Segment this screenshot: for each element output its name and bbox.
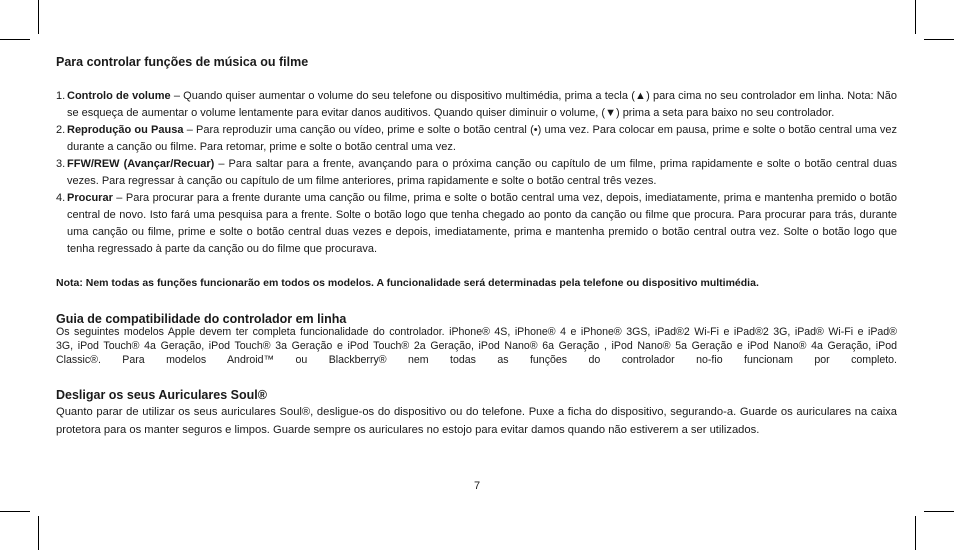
crop-mark <box>924 511 954 512</box>
item-label: Procurar <box>67 192 113 204</box>
page-number: 7 <box>473 480 481 492</box>
item-label: FFW/REW (Avançar/Recuar) <box>67 158 215 170</box>
item-number: 4. <box>56 192 66 204</box>
crop-mark <box>38 0 39 34</box>
item-text: – Para reproduzir uma canção ou vídeo, prime e solte o botão central (•) uma vez. Para colocar em pausa, prime e solte o botão central uma vez durante a canção ou filme. Para retomar, prime e solte o botão central uma vez. <box>67 124 898 153</box>
list-item <box>56 190 897 258</box>
section-title-music: Para controlar funções de música ou filme <box>56 55 309 69</box>
item-text: – Quando quiser aumentar o volume do seu telefone ou dispositivo multimédia, prima a tecla (▲) para cima no seu controlador em linha. Nota: Não se esqueça de aumentar o volume lentamente para evitar danos auditivos. Quando quiser diminuir o volume, (▼) prima a seta para baixo no seu controlador. <box>67 90 897 119</box>
item-label: Reprodução ou Pausa <box>67 124 184 136</box>
item-number: 2. <box>56 124 66 136</box>
crop-mark <box>915 516 916 550</box>
section-title-compat: Guia de compatibilidade do controlador em linha <box>56 312 347 326</box>
crop-mark <box>0 39 30 40</box>
section-title-disconnect: Desligar os seus Auriculares Soul® <box>56 388 267 402</box>
crop-mark <box>0 511 30 512</box>
list-item <box>56 122 897 156</box>
item-text: – Para procurar para a frente durante uma canção ou filme, prima e solte o botão central uma vez, depois, imediatamente, prima e mantenha premido o botão central de novo. Isto fará uma pesquisa para a frente. Solte o botão logo que tenha chegado ao ponto da canção ou filme que procura. Para procurar para trás, durante uma canção ou filme, prime e solte o botão central duas vezes e depois, imediatamente, prima e mantenha premido o botão central outra vez. Solte o botão logo que tenha regressado à parte da canção ou do filme que procurava. <box>67 192 897 255</box>
crop-mark <box>915 0 916 34</box>
item-label: Controlo de volume <box>67 90 171 102</box>
disconnect-paragraph: Quanto parar de utilizar os seus auriculares Soul®, desligue-os do dispositivo ou do telefone. Puxe a ficha do dispositivo, segurando-a. Guarde os auriculares na caixa protetora para os manter seguros e limpos. Guarde sempre os auriculares no estojo para evitar damos quando não estiverem a ser utilizados. <box>56 406 897 436</box>
compat-paragraph: Os seguintes modelos Apple devem ter completa funcionalidade do controlador. iPhone® 4S, iPhone® 4 e iPhone® 3GS, iPad®2 Wi-Fi e iPad®2 3G, iPad® Wi-Fi e iPad® 3G, iPod Touch® 4a Geração, iPod Touch® 3a Geração e iPod Touch® 2a Geração, iPod Nano® 6a Geração , iPod Nano® 5a Geração e iPod Nano® 4a Geração, iPod Classic®. Para modelos Android™ ou Blackberry® nem todas as funções do controlador no-fio funcionam por completo. <box>56 326 897 366</box>
music-controls-list <box>56 88 897 258</box>
crop-mark <box>38 516 39 550</box>
item-text: – Para saltar para a frente, avançando para o próxima canção ou capítulo de um filme, prima rapidamente e solte o botão central duas vezes. Para regressar à canção ou capítulo de um filme anteriores, prima rapidamente e solte o botão central três vezes. <box>67 158 897 187</box>
list-item <box>56 88 897 122</box>
crop-mark <box>924 39 954 40</box>
item-number: 1. <box>56 90 66 102</box>
item-number: 3. <box>56 158 66 170</box>
note: Nota: Nem todas as funções funcionarão em todos os modelos. A funcionalidade será determinadas pela telefone ou dispositivo multimédia. <box>56 277 759 289</box>
list-item <box>56 156 897 190</box>
